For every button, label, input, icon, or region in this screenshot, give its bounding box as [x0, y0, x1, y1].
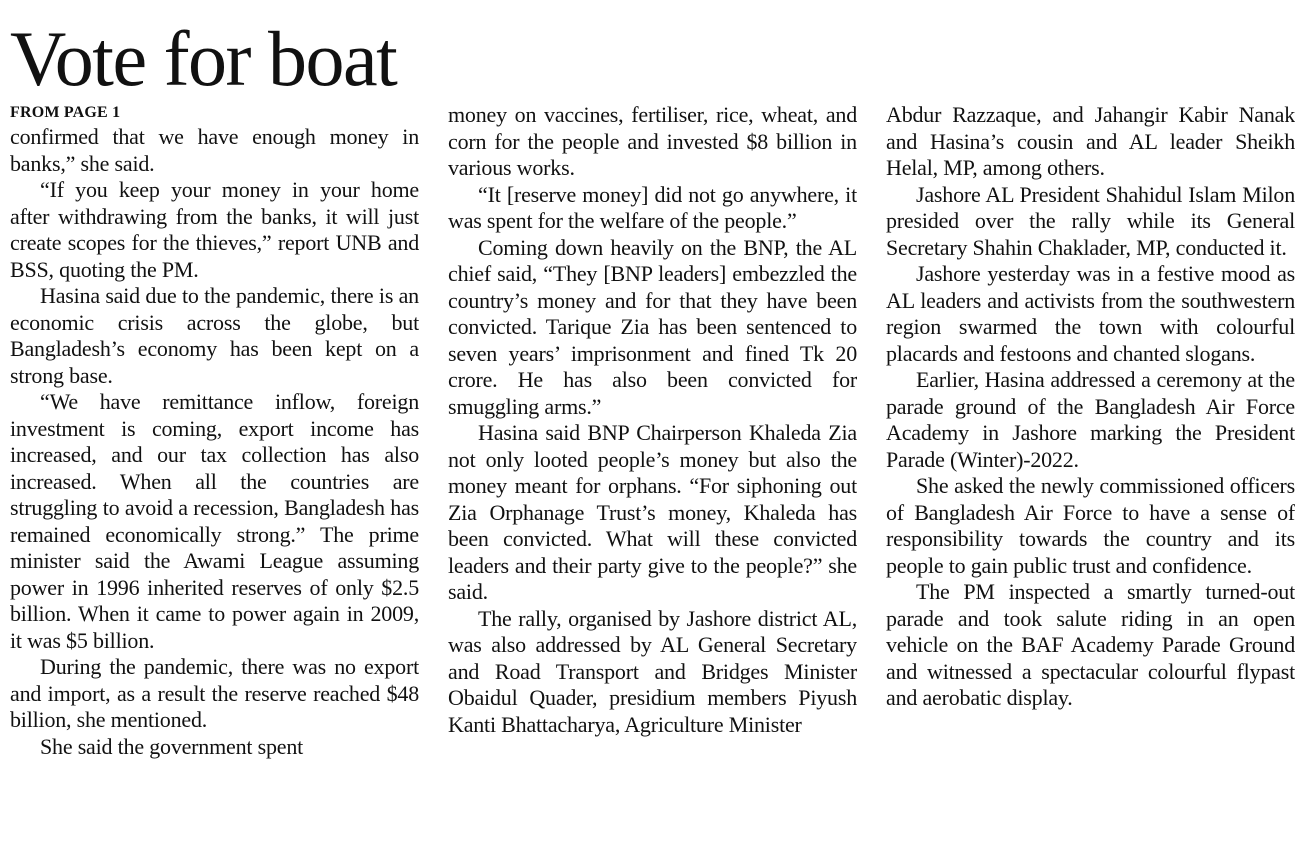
- jump-label: FROM PAGE 1: [10, 104, 121, 121]
- headline: Vote for boat: [10, 15, 397, 102]
- article-column-3: [886, 102, 1295, 848]
- paragraph: During the pandemic, there was no export and import, as a result the reserve reached $48 billion, she mentioned.: [10, 654, 419, 732]
- paragraph: “It [reserve money] did not go anywhere, it was spent for the welfare of the people.”: [448, 181, 857, 233]
- paragraph: “We have remittance inflow, foreign investment is coming, export income has increased, and our tax collection has also increased. When all the countries are struggling to avoid a recession, Bangladesh has remained economically strong.” The prime minister said the Awami League assuming power in 1996 inherited reserves of only $2.5 billion. When it came to power again in 2009, it was $5 billion.: [10, 389, 419, 653]
- paragraph: Hasina said BNP Chairperson Khaleda Zia not only looted people’s money but also the money meant for orphans. “For siphoning out Zia Orphanage Trust’s money, Khaleda has been convicted. What will these convicted leaders and their party give to the people?” she said.: [448, 420, 857, 604]
- paragraph: Jashore yesterday was in a festive mood as AL leaders and activists from the southwestern region swarmed the town with colourful placards and festoons and chanted slogans.: [886, 261, 1295, 366]
- paragraph: Coming down heavily on the BNP, the AL chief said, “They [BNP leaders] embezzled the country’s money and for that they have been convicted. Tarique Zia has been sentenced to seven years’ imprisonment and fined Tk 20 crore. He has also been convicted for smuggling arms.”: [448, 234, 857, 419]
- article-column-2: [448, 102, 857, 848]
- paragraph: Earlier, Hasina addressed a ceremony at the parade ground of the Bangladesh Air Force Academy in Jashore marking the President Parade (Winter)-2022.: [886, 367, 1295, 472]
- paragraph: Hasina said due to the pandemic, there is an economic crisis across the globe, but Bangladesh’s economy has been kept on a strong base.: [10, 283, 419, 388]
- paragraph: Jashore AL President Shahidul Islam Milon presided over the rally while its General Secretary Shahin Chaklader, MP, conducted it.: [886, 181, 1295, 260]
- paragraph: Abdur Razzaque, and Jahangir Kabir Nanak and Hasina’s cousin and AL leader Sheikh Helal, MP, among others.: [886, 102, 1295, 180]
- paragraph: “If you keep your money in your home after withdrawing from the banks, it will just create scopes for the thieves,” report UNB and BSS, quoting the PM.: [10, 177, 419, 282]
- article-column-1: [10, 102, 419, 848]
- paragraph: money on vaccines, fertiliser, rice, wheat, and corn for the people and invested $8 billion in various works.: [448, 102, 857, 180]
- paragraph: She asked the newly commissioned officers of Bangladesh Air Force to have a sense of responsibility towards the country and its people to gain public trust and confidence.: [886, 473, 1295, 578]
- paragraph: She said the government spent: [40, 733, 304, 759]
- paragraph: confirmed that we have enough money in banks,” she said.: [10, 124, 419, 176]
- paragraph: The rally, organised by Jashore district AL, was also addressed by AL General Secretary and Road Transport and Bridges Minister Obaidul Quader, presidium members Piyush Kanti Bhattacharya, Agriculture Minister: [448, 605, 857, 737]
- paragraph: The PM inspected a smartly turned-out parade and took salute riding in an open vehicle on the BAF Academy Parade Ground and witnessed a spectacular colourful flypast and aerobatic display.: [886, 579, 1295, 710]
